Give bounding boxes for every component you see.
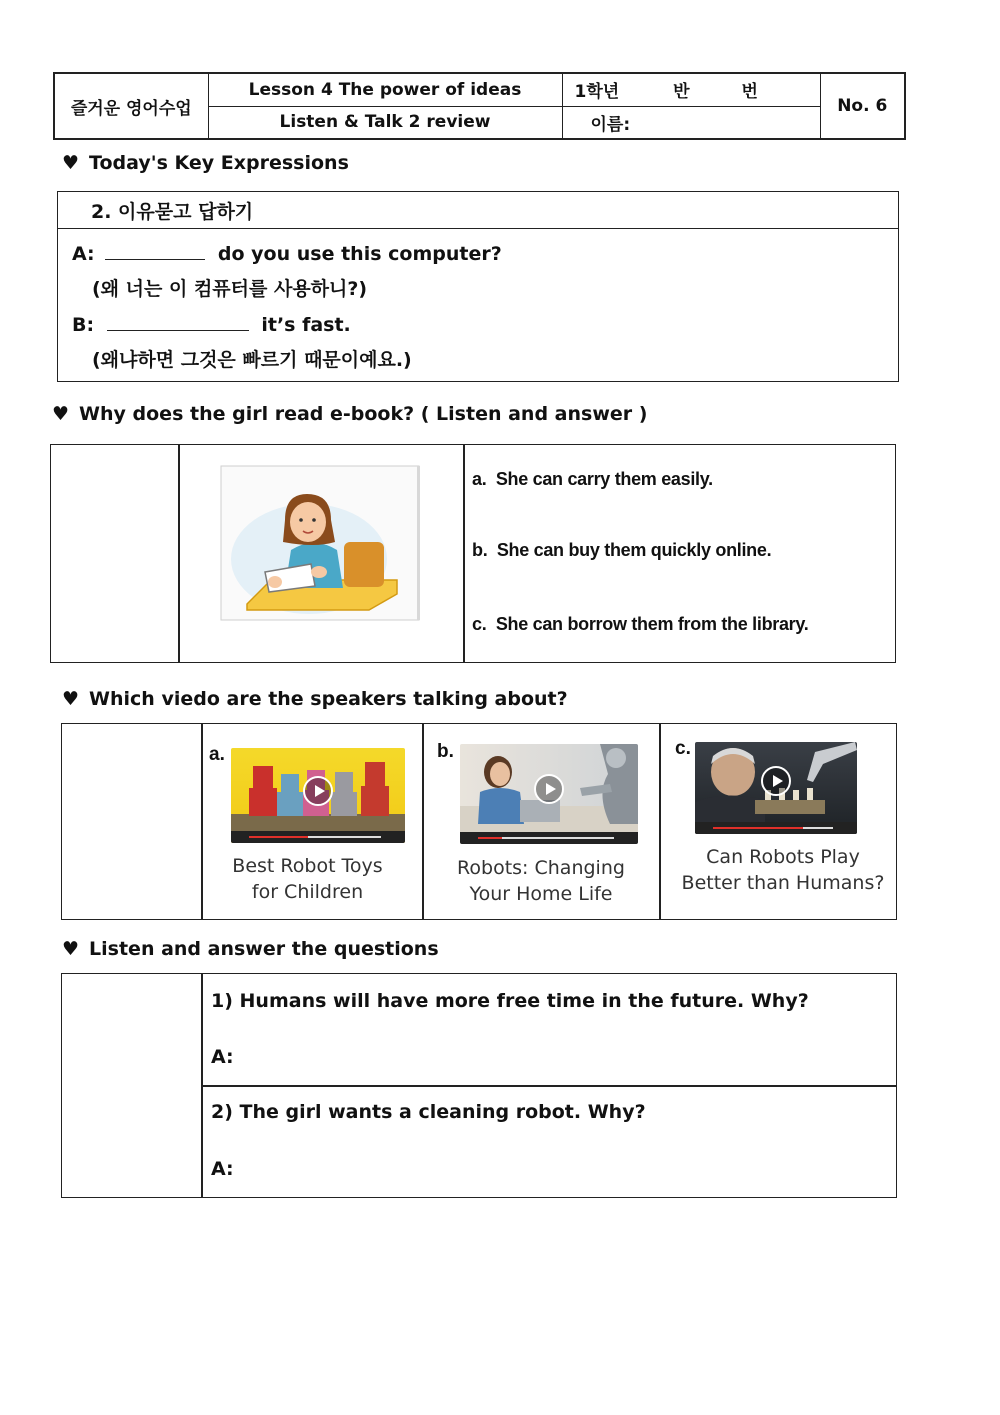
lesson-title: Lesson 4 The power of ideas [208, 73, 562, 106]
video-a-progress-bar[interactable] [231, 831, 405, 843]
answer-cell[interactable] [51, 445, 178, 662]
dialogue-a-text: do you use this computer? [217, 243, 502, 265]
video-question-table [61, 723, 897, 920]
video-c-caption-line2: Better than Humans? [681, 872, 885, 894]
dialogue-a-translation: (왜 너는 이 컴퓨터를 사용하니?) [92, 278, 368, 300]
key-expressions-title: Today's Key Expressions [89, 152, 349, 174]
dialogue-b-translation: (왜냐하면 그것은 빠르기 때문이예요.) [92, 349, 412, 371]
video-c-progress-bar[interactable] [695, 822, 857, 834]
video-question-heading [62, 688, 568, 710]
heart-icon: ♥ [62, 152, 80, 174]
row-divider [201, 1085, 896, 1087]
grade-label: 1학년 [574, 82, 620, 103]
video-a-thumbnail[interactable] [231, 748, 405, 843]
video-c-letter: c. [675, 738, 691, 759]
option-b[interactable] [472, 540, 771, 561]
speaker-a-label: A: [72, 243, 95, 265]
class-label: 반 [673, 82, 690, 103]
lesson-subtitle: Listen & Talk 2 review [208, 106, 562, 139]
video-b-caption-line2: Your Home Life [469, 883, 613, 905]
dialogue-b-text: it’s fast. [261, 314, 351, 336]
speaker-b-label: B: [72, 314, 95, 336]
video-b-caption-line1: Robots: Changing [457, 857, 625, 879]
question-2-answer-field[interactable] [242, 1152, 882, 1186]
video-option-b[interactable] [423, 724, 659, 919]
listen-questions-heading [62, 938, 439, 960]
number-label: 번 [741, 82, 758, 103]
option-a-letter: a. [472, 469, 487, 489]
blank-a-field[interactable] [105, 240, 205, 260]
name-label: 이름: [562, 106, 820, 139]
video-b-letter: b. [437, 741, 454, 762]
question-2-answer-label: A: [211, 1158, 234, 1180]
option-c-letter: c. [472, 614, 487, 634]
question-1-text: 1) Humans will have more free time in the future. Why? [211, 990, 809, 1012]
play-icon[interactable] [303, 776, 333, 806]
video-a-caption [202, 853, 413, 905]
blank-b-field[interactable] [107, 311, 249, 331]
listen-questions-title: Listen and answer the questions [89, 938, 439, 960]
course-title: 즐거운 영어수업 [54, 73, 208, 139]
video-b-caption [423, 855, 659, 907]
play-icon[interactable] [534, 774, 564, 804]
video-a-letter: a. [209, 744, 225, 765]
video-b-progress-fill [478, 837, 502, 839]
heart-icon: ♥ [62, 688, 80, 710]
ebook-question-table [50, 444, 896, 663]
video-c-caption-line1: Can Robots Play [706, 846, 860, 868]
ebook-question-heading [52, 403, 647, 425]
key-expressions-box-title: 2. 이유묻고 답하기 [58, 192, 898, 229]
answer-cell[interactable] [62, 724, 201, 919]
heart-icon: ♥ [62, 938, 80, 960]
video-b-thumbnail[interactable] [460, 744, 638, 844]
play-icon[interactable] [761, 766, 791, 796]
dialogue-a-line [72, 240, 502, 265]
video-c-progress-fill [713, 827, 803, 829]
question-1-answer-label: A: [211, 1046, 234, 1068]
video-c-caption [668, 844, 898, 896]
video-option-a[interactable] [202, 724, 422, 919]
header-table [53, 72, 906, 140]
dialogue-b-line [72, 311, 351, 336]
ebook-question-title: Why does the girl read e-book? ( Listen and answer ) [79, 403, 648, 425]
column-divider [178, 445, 180, 662]
girl-reading-ebook-illustration [219, 464, 424, 624]
listen-questions-table [61, 973, 897, 1198]
sheet-number: No. 6 [820, 73, 905, 139]
heart-icon: ♥ [52, 403, 70, 425]
video-b-progress-bar[interactable] [460, 832, 638, 844]
video-a-caption-line1: Best Robot Toys [232, 855, 383, 877]
video-option-c[interactable] [660, 724, 896, 919]
side-cell [62, 974, 201, 1197]
key-expressions-box [57, 191, 899, 382]
column-divider [463, 445, 465, 662]
video-a-caption-line2: for Children [251, 881, 364, 903]
key-expressions-heading [62, 152, 349, 174]
option-b-text: She can buy them quickly online. [496, 540, 772, 560]
option-a-text: She can carry them easily. [495, 469, 713, 489]
option-c-text: She can borrow them from the library. [495, 614, 809, 634]
video-question-title: Which viedo are the speakers talking about? [89, 688, 568, 710]
question-1-answer-field[interactable] [242, 1040, 882, 1074]
video-a-progress-fill [249, 836, 308, 838]
question-2-text: 2) The girl wants a cleaning robot. Why? [211, 1101, 646, 1123]
grade-class-cell [562, 73, 820, 106]
option-b-letter: b. [472, 540, 488, 560]
option-a[interactable] [472, 469, 713, 490]
video-c-thumbnail[interactable] [695, 742, 857, 834]
option-c[interactable] [472, 614, 808, 635]
